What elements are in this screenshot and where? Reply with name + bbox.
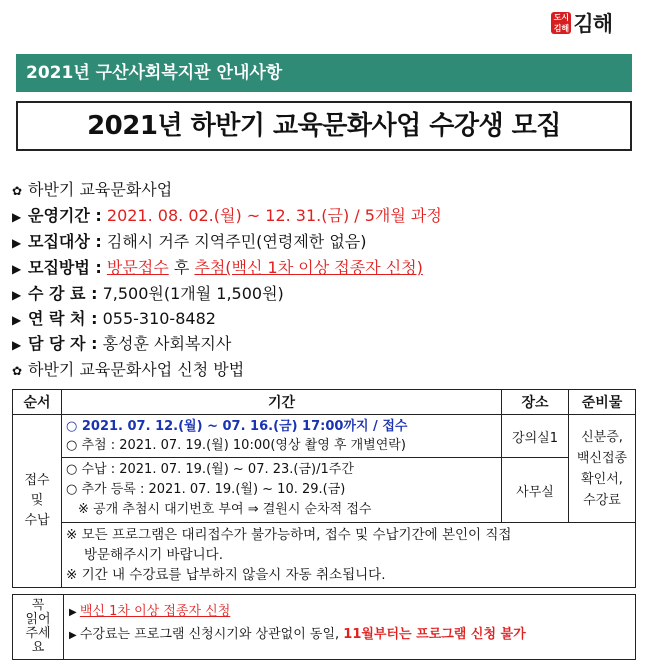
schedule-table <box>12 389 636 588</box>
notice-box <box>12 594 636 660</box>
notes-cell: ※ 모든 프로그램은 대리접수가 불가능하며, 접수 및 수납기간에 본인이 직접 방문해주시기 바랍니다. ※ 기간 내 수강료를 납부하지 않을시 자동 취소됩니다. <box>62 523 636 588</box>
notice-content <box>69 601 526 647</box>
triangle-bullet-icon: ▶ <box>12 313 22 327</box>
triangle-bullet-icon: ▶ <box>69 607 80 618</box>
triangle-bullet-icon: ▶ <box>12 262 22 276</box>
logo-text: 김해 <box>573 12 612 36</box>
notice-label: 꼭 읽어 주세 요 <box>13 595 64 659</box>
col-header-supplies: 준비물 <box>569 390 636 415</box>
info-period: ▶ 운영기간 : 2021. 08. 02.(월) ~ 12. 31.(금) / 5개월 과정 <box>12 206 442 225</box>
header-title: 2021년 구산사회복지관 안내사항 <box>26 63 283 83</box>
place-cell-2: 사무실 <box>502 458 569 523</box>
logo <box>551 8 612 38</box>
info-fee: ▶ 수 강 료 : 7,500원(1개월 1,500원) <box>12 284 284 303</box>
section2-heading: ✿ 하반기 교육문화사업 신청 방법 <box>12 360 245 379</box>
place-cell-1: 강의실1 <box>502 415 569 458</box>
header-bar <box>16 54 632 92</box>
period-cell-2: ○ 수납 : 2021. 07. 19.(월) ~ 07. 23.(금)/1주간 ○ 추가 등록 : 2021. 07. 19.(월) ~ 10. 29.(금) ※ 공개 추첨시 대기번호 부여 ⇒ 결원시 순차적 접수 <box>62 458 502 523</box>
info-method: ▶ 모집방법 : 방문접수 후 추첨(백신 1차 이상 접종자 신청) <box>12 258 423 277</box>
order-cell: 접수 및 수납 <box>13 415 62 588</box>
table-row <box>13 415 636 458</box>
triangle-bullet-icon: ▶ <box>12 210 22 224</box>
triangle-bullet-icon: ▶ <box>12 288 22 302</box>
info-manager: ▶ 담 당 자 : 홍성훈 사회복지사 <box>12 334 232 353</box>
table-row <box>13 523 636 588</box>
col-header-order: 순서 <box>13 390 62 415</box>
logo-mark: 도시 김해 <box>551 12 571 34</box>
info-contact: ▶ 연 락 처 : 055-310-8482 <box>12 309 216 328</box>
triangle-bullet-icon: ▶ <box>12 338 22 352</box>
period-cell-1: ○ 2021. 07. 12.(월) ~ 07. 16.(금) 17:00까지 / 접수 ○ 추첨 : 2021. 07. 19.(월) 10:00(영상 촬영 후 개별연락) <box>62 415 502 458</box>
notice-line-1: ▶ 백신 1차 이상 접종자 신청 <box>69 604 231 619</box>
flower-icon: ✿ <box>12 364 23 378</box>
triangle-bullet-icon: ▶ <box>12 236 22 250</box>
col-header-place: 장소 <box>502 390 569 415</box>
notice-line-2: ▶ 수강료는 프로그램 신청시기와 상관없이 동일, 11월부터는 프로그램 신청 불가 <box>69 627 526 642</box>
info-target: ▶ 모집대상 : 김해시 거주 지역주민(연령제한 없음) <box>12 232 367 251</box>
col-header-period: 기간 <box>62 390 502 415</box>
flower-icon: ✿ <box>12 184 23 198</box>
supplies-cell: 신분증, 백신접종 확인서, 수강료 <box>569 415 636 523</box>
table-header-row <box>13 390 636 415</box>
main-title: 2021년 하반기 교육문화사업 수강생 모집 <box>16 101 632 151</box>
section1-heading: ✿ 하반기 교육문화사업 <box>12 180 173 199</box>
triangle-bullet-icon: ▶ <box>69 630 80 641</box>
table-row <box>13 458 636 523</box>
